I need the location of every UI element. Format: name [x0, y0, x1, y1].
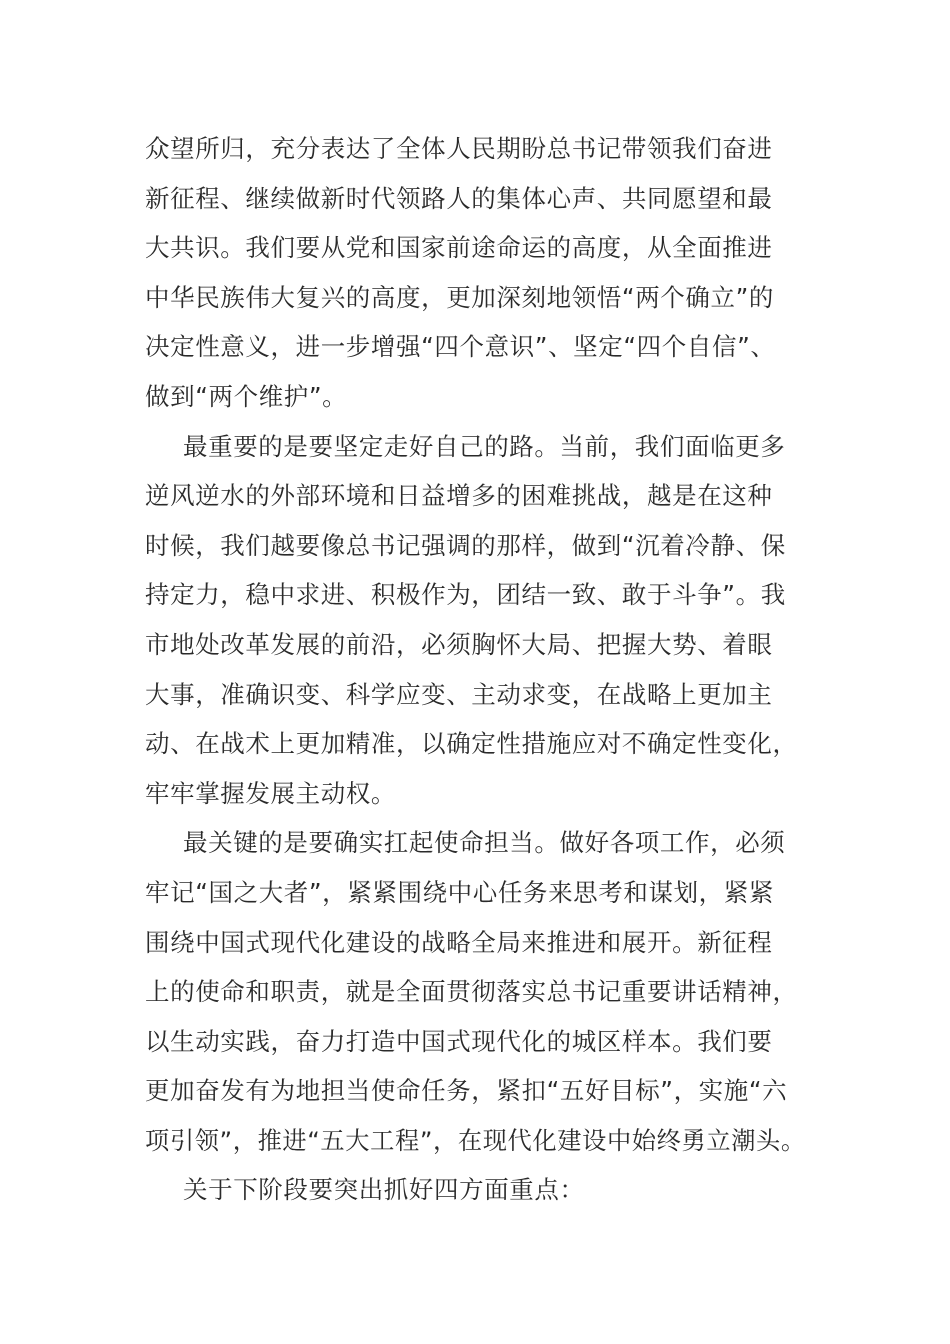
text-line: 牢牢掌握发展主动权。	[145, 778, 396, 808]
text-line: 以生动实践，奋力打造中国式现代化的城区样本。我们要	[145, 1026, 773, 1056]
text-line: 新征程、继续做新时代领路人的集体心声、共同愿望和最	[145, 183, 773, 213]
text-line: 大共识。我们要从党和国家前途命运的高度，从全面推进	[145, 233, 773, 263]
text-line: 牢记“国之大者”，紧紧围绕中心任务来思考和谋划，紧紧	[145, 877, 774, 907]
document-body	[145, 124, 810, 1215]
text-line: 上的使命和职责，就是全面贯彻落实总书记重要讲话精神，	[145, 977, 798, 1007]
text-line: 逆风逆水的外部环境和日益增多的困难挑战，越是在这种	[145, 481, 773, 511]
text-line: 做到“两个维护”。	[145, 381, 348, 411]
text-line: 中华民族伟大复兴的高度，更加深刻地领悟“两个确立”的	[145, 282, 774, 312]
text-line: 围绕中国式现代化建设的战略全局来推进和展开。新征程	[145, 927, 773, 957]
text-line: 项引领”，推进“五大工程”，在现代化建设中始终勇立潮头。	[145, 1125, 806, 1155]
text-line: 决定性意义，进一步增强“四个意识”、坚定“四个自信”、	[145, 332, 776, 362]
text-line: 动、在战术上更加精准，以确定性措施应对不确定性变化，	[145, 729, 798, 759]
text-line: 持定力，稳中求进、积极作为，团结一致、敢于斗争”。我	[145, 580, 786, 610]
text-line: 众望所归，充分表达了全体人民期盼总书记带领我们奋进	[145, 134, 773, 163]
text-line: 大事，准确识变、科学应变、主动求变，在战略上更加主	[145, 679, 773, 709]
text-line: 更加奋发有为地担当使命任务，紧扣“五好目标”，实施“六	[145, 1076, 788, 1106]
paragraph-first-line: 最重要的是要坚定走好自己的路。当前，我们面临更多	[183, 431, 786, 461]
text-line: 时候，我们越要像总书记强调的那样，做到“沉着冷静、保	[145, 530, 786, 560]
text-line: 市地处改革发展的前沿，必须胸怀大局、把握大势、着眼	[145, 629, 773, 659]
paragraph-first-line: 最关键的是要确实扛起使命担当。做好各项工作，必须	[183, 828, 786, 858]
paragraph-first-line: 关于下阶段要突出抓好四方面重点：	[183, 1175, 585, 1205]
